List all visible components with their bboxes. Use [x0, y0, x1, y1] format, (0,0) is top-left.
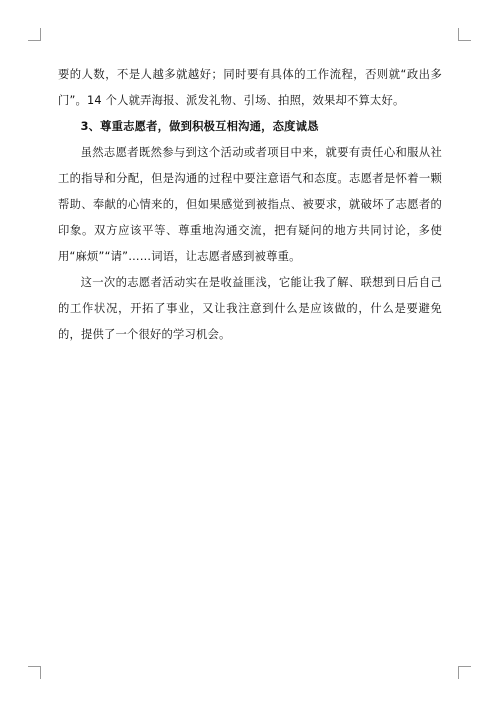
crop-mark-top-right [458, 28, 471, 41]
paragraph-conclusion: 这一次的志愿者活动实在是收益匪浅，它能让我了解、联想到日后自己的工作状况，开拓了事业，又让我注意到什么是应该做的，什么是要避免的，提供了一个很好的学习机会。 [58, 276, 442, 341]
paragraph-communication: 虽然志愿者既然参与到这个活动或者项目中来，就要有责任心和服从社工的指导和分配，但是沟通的过程中要注意语气和态度。志愿者是怀着一颗帮助、奉献的心情来的，但如果感觉到被指点、被要求，就破坏了志愿者的印象。双方应该平等、尊重地沟通交流，把有疑问的地方共同讨论，多使用“麻烦”“请”……词语，让志愿者感到被尊重。 [58, 146, 442, 263]
crop-mark-bottom-left [28, 666, 41, 679]
section-heading: 3、尊重志愿者，做到积极互相沟通，态度诚恳 [80, 120, 319, 133]
crop-mark-bottom-right [458, 666, 471, 679]
document-body [58, 62, 442, 348]
paragraph-continuation: 要的人数，不是人越多就越好；同时要有具体的工作流程，否则就“政出多门”。14 个人就弄海报、派发礼物、引场、拍照，效果却不算太好。 [58, 68, 442, 107]
crop-mark-top-left [28, 28, 41, 41]
